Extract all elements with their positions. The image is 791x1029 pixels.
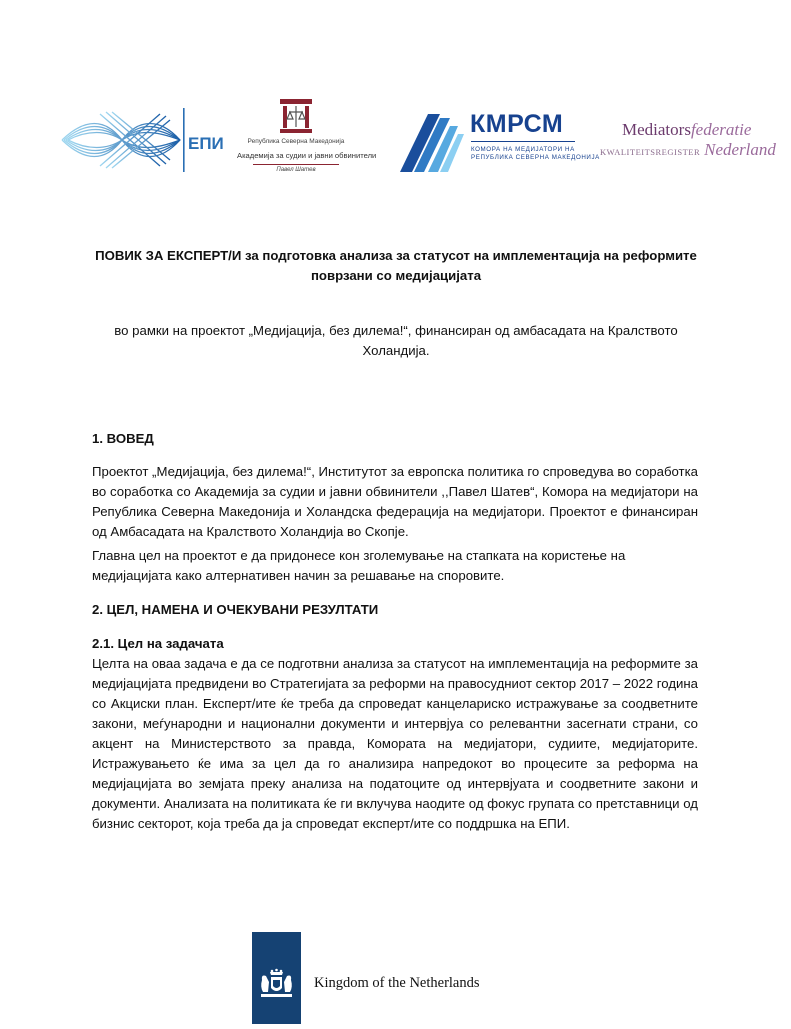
document-subtitle: во рамки на проектот „Медијација, без дилема!“, финансиран од амбасадата на Кралството Холандија. <box>114 323 678 358</box>
epi-wave-mark <box>60 100 224 180</box>
kingdom-of-the-netherlands-label: Kingdom of the Netherlands <box>314 975 480 991</box>
academy-name: Академија за судии и јавни обвинители <box>237 151 377 160</box>
mf-word-federatie: federatie <box>690 120 752 139</box>
academy-country: Република Северна Македонија <box>247 138 345 145</box>
mf-register-line <box>600 140 776 160</box>
mediators-federatie-logo <box>600 120 776 160</box>
mf-word-mediators: Mediators <box>622 120 691 139</box>
academy-subname: Павел Шатев <box>276 167 316 173</box>
section-1-paragraph-2: Главна цел на проектот е да придонесе кон зголемување на стапката на користење на медијацијата како алтернативен начин за решавање на споровите. <box>92 548 626 583</box>
kmpcm-mountain-icon <box>400 108 468 174</box>
section-2-heading: 2. ЦЕЛ, НАМЕНА И ОЧЕКУВАНИ РЕЗУЛТАТИ <box>92 602 379 617</box>
academy-columns-icon <box>277 97 315 135</box>
section-2-1-paragraph: Целта на оваа задача е да се подготвни анализа за статусот на имплементација на реформите за медијацијата предвидени во Стратегијата за реформи на правосудниот сектор 2017 – 2022 година со Акциски план. Експерт/ите ќе треба да спроведат канцелариско истражување за соодветните закони, меѓународни и национални документи и интервјуа со релевантни засегнати страни, со акцент на Министерството за правда, Комората на медијатори, судиите, медијаторите. Истражувањето ќе има за цел да го анализира напредокот во процесите за реформа на медијацијата во земјата преку анализа на податоците од интервјуата и соодветните закони и документи. Анализата на политиката ќе ги вклучува наодите од фокус групата со претставници од бизнис секторот, која треба да ја спроведат експерт/ите со поддршка на ЕПИ. <box>92 656 698 831</box>
mf-register-label: KWALITEITSREGISTER <box>600 147 701 157</box>
academy-logo <box>237 95 377 180</box>
mf-word-nederland: Nederland <box>704 140 776 159</box>
mf-name-line <box>622 120 751 140</box>
epi-logo <box>60 100 224 180</box>
kmpcm-sub2: РЕПУБЛИКА СЕВЕРНА МАКЕДОНИЈА <box>471 154 600 161</box>
section-1-heading: 1. ВОВЕД <box>92 431 154 446</box>
kmpcm-title: КМРСМ <box>470 110 564 138</box>
royal-coat-of-arms-icon <box>252 932 301 1024</box>
netherlands-emblem <box>252 932 301 1024</box>
kmpcm-logo <box>400 108 600 174</box>
kmpcm-divider <box>471 141 575 142</box>
section-2-1-heading: 2.1. Цел на задачата <box>92 636 224 651</box>
kmpcm-sub1: КОМОРА НА МЕДИЈАТОРИ НА <box>471 146 575 153</box>
document-title: ПОВИК ЗА ЕКСПЕРТ/И за подготовка анализа за статусот на имплементација на реформите поврзани со медијацијата <box>95 248 697 283</box>
academy-divider <box>253 164 339 165</box>
section-1-paragraph-1: Проектот „Медијација, без дилема!“, Институтот за европска политика го спроведува во соработка во соработка со Академија за судии и јавни обвинители ,,Павел Шатев“, Комора на медијатори на Република Северна Македонија и Холандска федерација на медијатори. Проектот е финансиран од Амбасадата на Кралството Холандија во Скопје. <box>92 464 698 539</box>
epi-logo-text: ЕПИ <box>188 134 224 153</box>
